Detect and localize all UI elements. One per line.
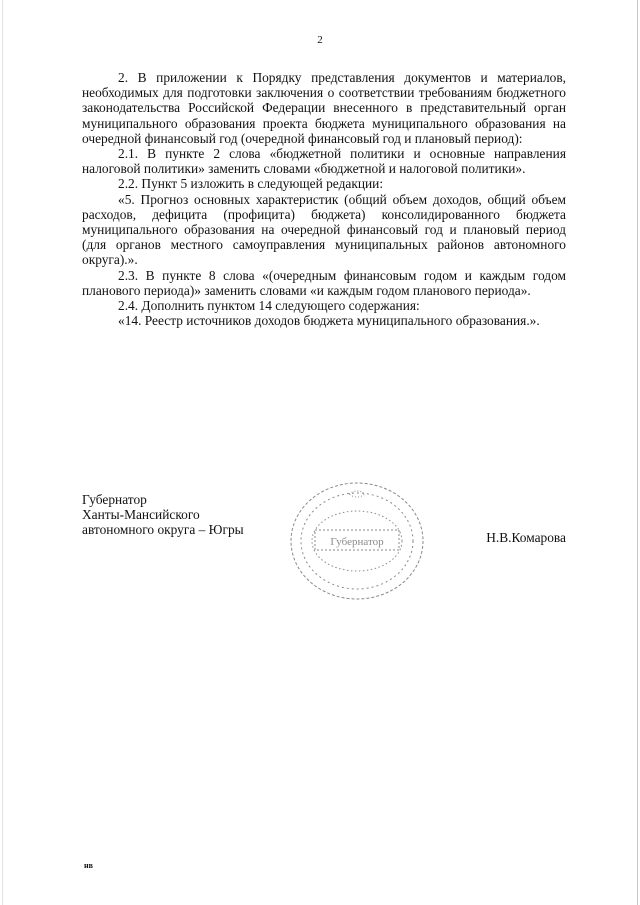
paragraph-2-2: 2.2. Пункт 5 изложить в следующей редакции: [118,176,384,192]
paragraph-item-14-text: «14. Реестр источников доходов бюджета муниципального образования.». [118,313,540,329]
official-seal-stamp [287,478,427,608]
signature-position-line: автономного округа – Югры [82,522,244,538]
page-edge-left [2,0,3,905]
page-edge-right [637,0,638,905]
signature-position [82,492,244,538]
seal-center-text: Губернатор [330,536,384,548]
seal-emblem-mark [349,491,365,497]
document-body [82,70,566,328]
paragraph-2: 2. В приложении к Порядку представления документов и материалов, необходимых для подготовки заключения о соответствии требованиям бюджетного законодательства Российской Федерации внесенного в представительный орган муниципального образования проекта бюджета муниципального образования на очередной финансовый год (очередной финансовый год и плановый период): [82,70,566,146]
paragraph-item-5-text: «5. Прогноз основных характеристик (общий объем доходов, общий объем расходов, дефицита (профицита) бюджета) консолидированного бюджета муниципального образования на очередной финансовый год и плановый период (для органов местного самоуправления муниципальных районов автономного округа).». [82,191,566,268]
signature-position-line: Ханты-Мансийского [82,507,200,523]
signature-position-line: Губернатор [82,492,147,507]
page-number: 2 [317,34,323,46]
paragraph-2-4: 2.4. Дополнить пунктом 14 следующего содержания: [118,298,420,314]
paragraph-2-3: 2.3. В пункте 8 слова «(очередным финансовым годом и каждым годом планового периода)» заменить словами «и каждым годом планового периода». [82,267,566,298]
signer-name: Н.В.Комарова [486,530,566,545]
paragraph-2-1: 2.1. В пункте 2 слова «бюджетной политики и основные направления налоговой политики» заменить словами «бюджетной и налоговой политики». [82,146,566,177]
footer-mark: нв [84,861,93,870]
